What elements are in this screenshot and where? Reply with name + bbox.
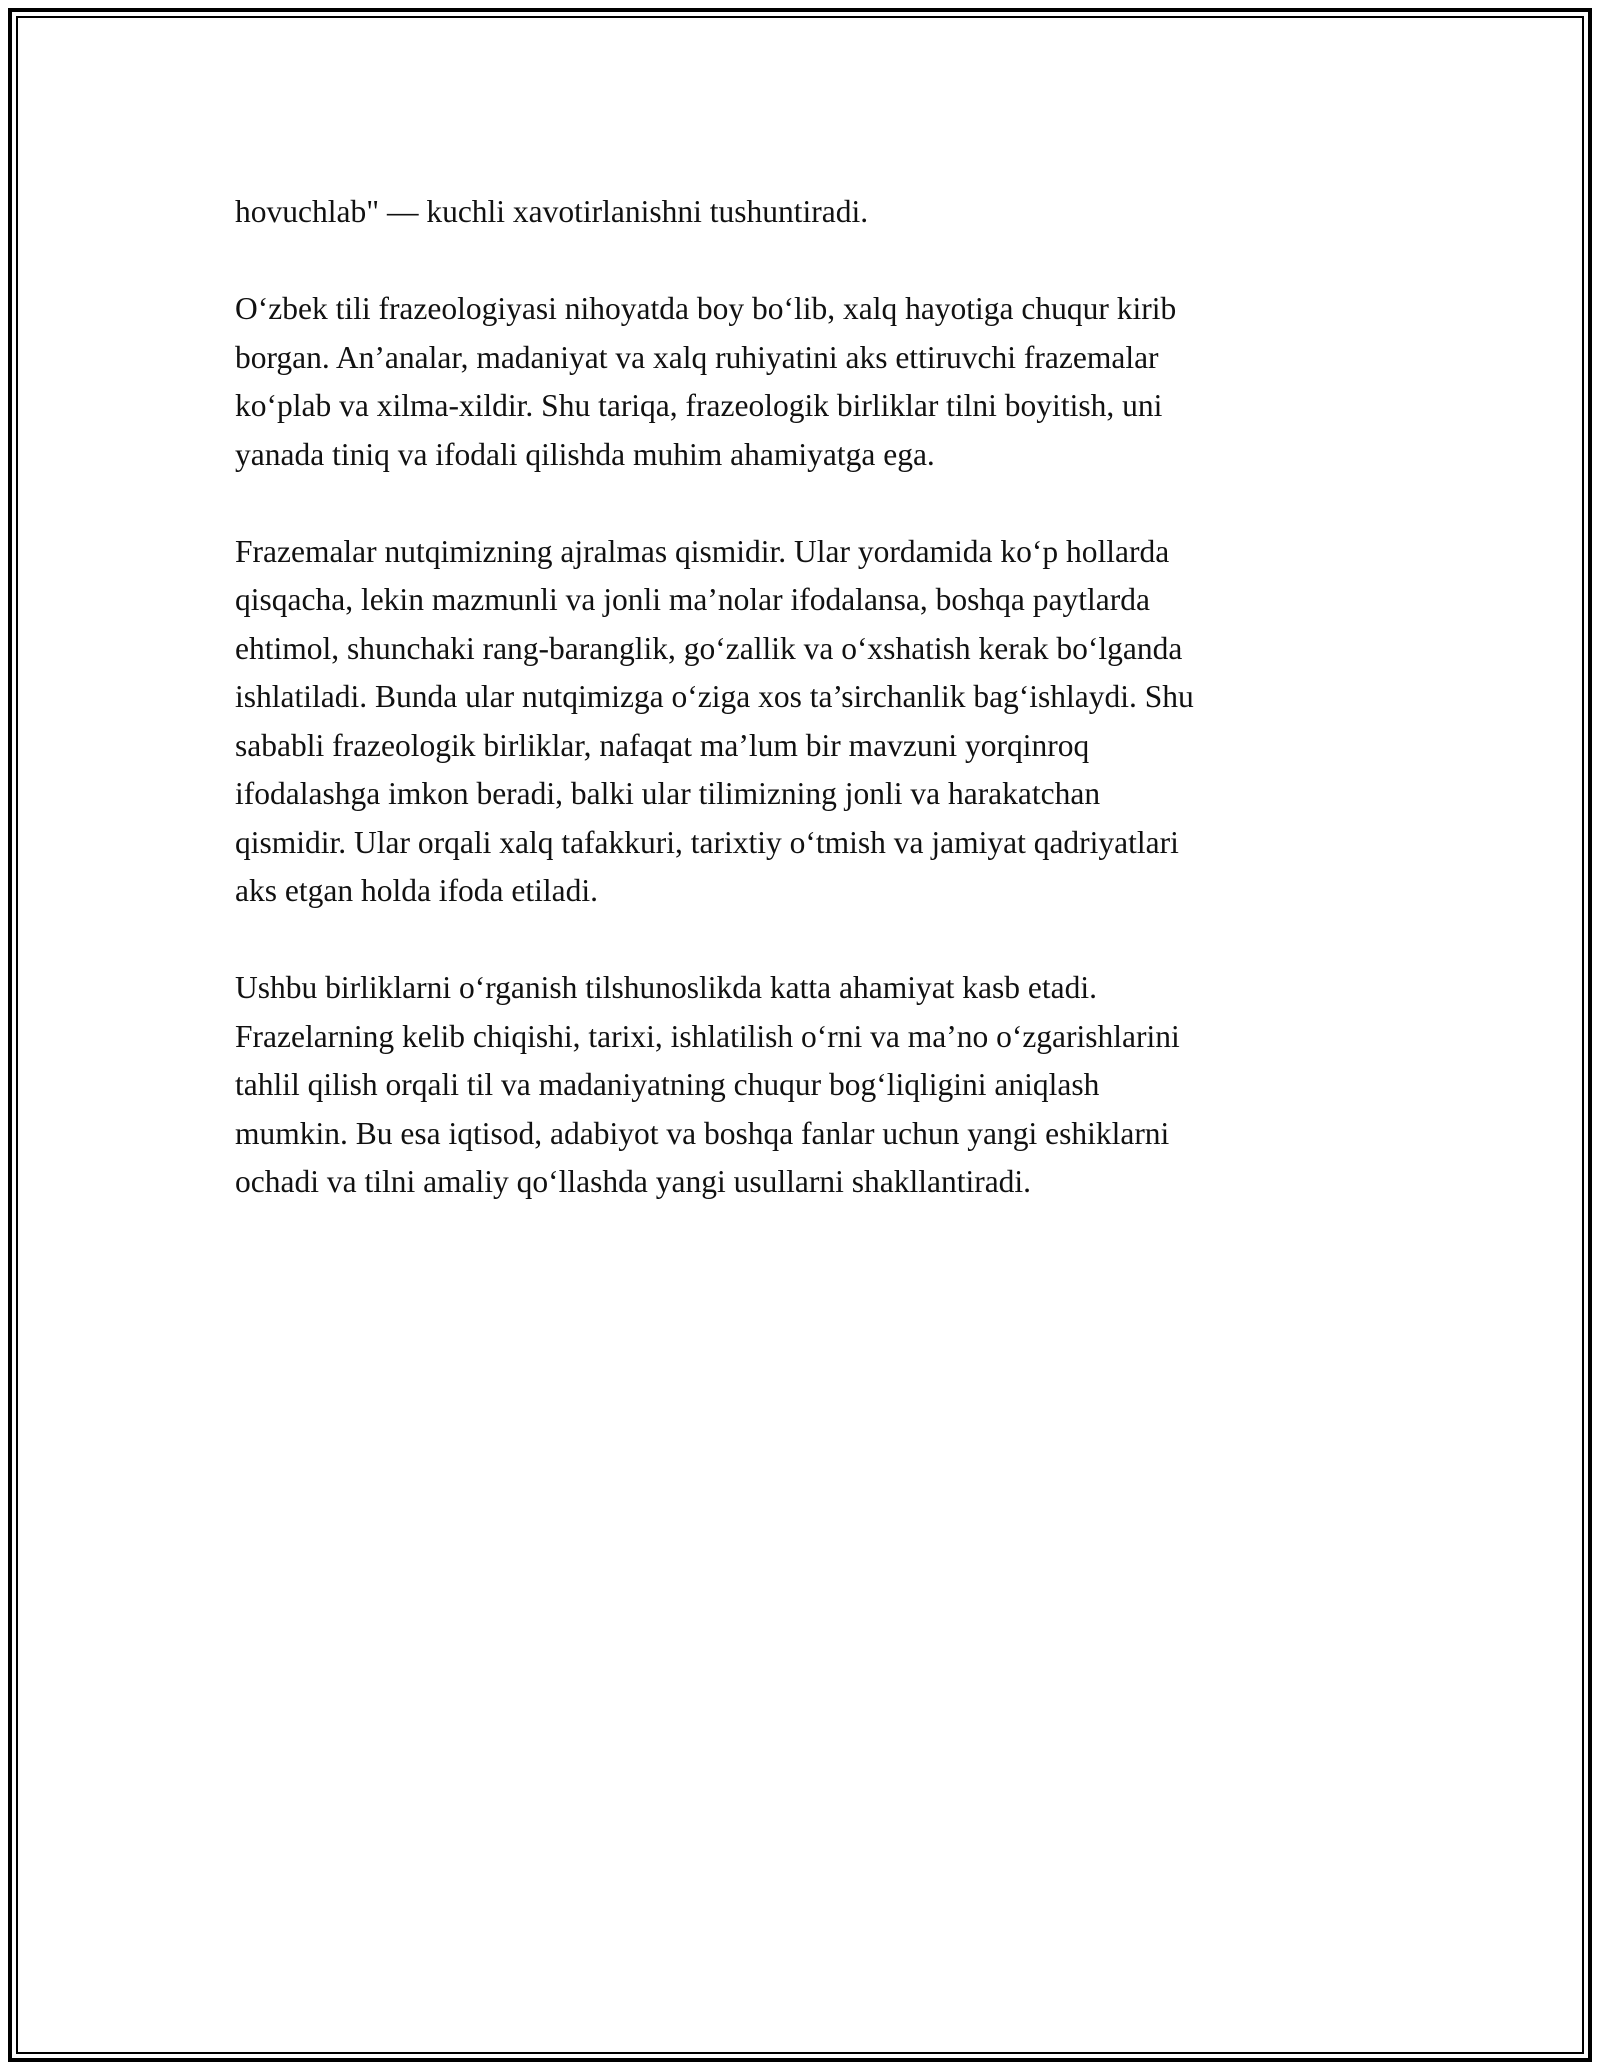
text-line: borgan. An’analar, madaniyat va xalq ruhiyatini aks ettiruvchi frazemalar (235, 339, 1159, 375)
text-line: ehtimol, shunchaki rang-baranglik, go‘zallik va o‘xshatish kerak bo‘lganda (235, 630, 1183, 666)
text-line: qisqacha, lekin mazmunli va jonli ma’nolar ifodalansa, boshqa paytlarda (235, 582, 1150, 617)
text-line: ko‘plab va xilma-xildir. Shu tariqa, frazeologik birliklar tilni boyitish, uni (235, 388, 1163, 423)
text-line: tahlil qilish orqali til va madaniyatning chuqur bog‘liqligini aniqlash (235, 1067, 1100, 1102)
text-line: Frazelarning kelib chiqishi, tarixi, ishlatilish o‘rni va ma’no o‘zgarishlarini (235, 1018, 1180, 1054)
paragraph-4 (235, 964, 1385, 1207)
text-line: mumkin. Bu esa iqtisod, adabiyot va boshqa fanlar uchun yangi eshiklarni (235, 1115, 1170, 1151)
text-line: Frazemalar nutqimizning ajralmas qismidir. Ular yordamida ko‘p hollarda (235, 533, 1170, 569)
paragraph-2 (235, 285, 1385, 479)
text-line: qismidir. Ular orqali xalq tafakkuri, tarixtiy o‘tmish va jamiyat qadriyatlari (235, 824, 1179, 860)
text-line: aks etgan holda ifoda etiladi. (235, 873, 599, 908)
text-line: sababli frazeologik birliklar, nafaqat ma’lum bir mavzuni yorqinroq (235, 727, 1090, 763)
paragraph-1 (235, 188, 1385, 237)
text-line: ishlatiladi. Bunda ular nutqimizga o‘ziga xos ta’sirchanlik bag‘ishlaydi. Shu (235, 679, 1194, 714)
document-body (235, 188, 1385, 1255)
text-line: yanada tiniq va ifodali qilishda muhim ahamiyatga ega. (235, 436, 935, 472)
paragraph-3 (235, 528, 1385, 916)
text-line: hovuchlab" — kuchli xavotirlanishni tushuntiradi. (235, 194, 869, 229)
text-line: O‘zbek tili frazeologiyasi nihoyatda boy bo‘lib, xalq hayotiga chuqur kirib (235, 291, 1177, 326)
text-line: Ushbu birliklarni o‘rganish tilshunoslikda katta ahamiyat kasb etadi. (235, 970, 1098, 1005)
text-line: ochadi va tilni amaliy qo‘llashda yangi usullarni shakllantiradi. (235, 1164, 1032, 1199)
text-line: ifodalashga imkon beradi, balki ular tilimizning jonli va harakatchan (235, 776, 1101, 811)
